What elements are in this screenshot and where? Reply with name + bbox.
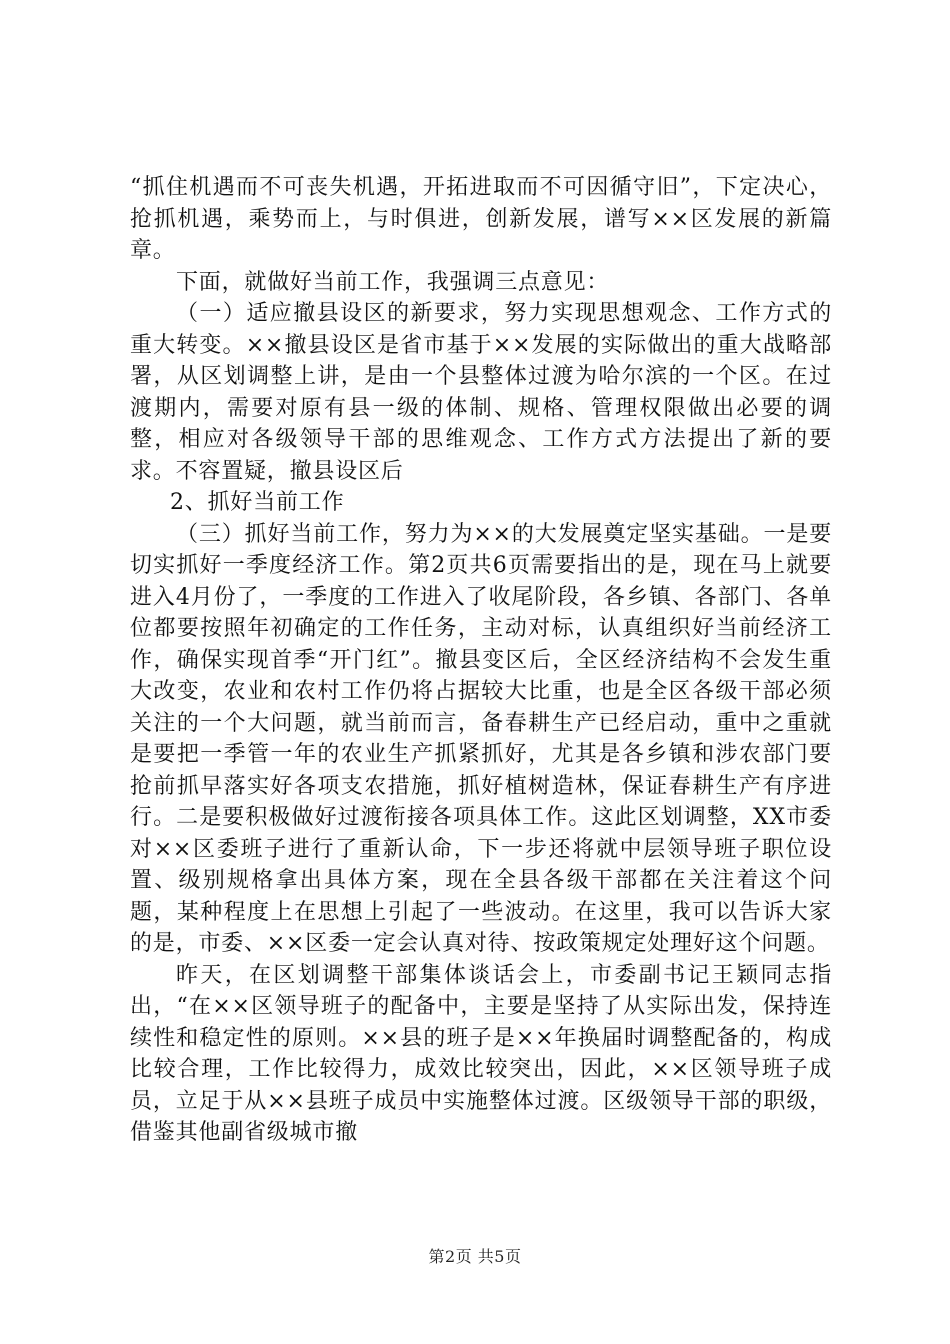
document-body bbox=[130, 172, 832, 1149]
paragraph-5: 昨天，在区划调整干部集体谈话会上，市委副书记王颖同志指出，“在××区领导班子的配备中，主要是坚持了从实际出发，保持连续性和稳定性的原则。××县的班子是××年换届时调整配备的，构成比较合理，工作比较得力，成效比较突出，因此，××区领导班子成员，立足于从××县班子成员中实施整体过渡。区级领导干部的职级，借鉴其他副省级城市撤 bbox=[130, 962, 832, 1145]
page-number-footer: 第2页 共5页 bbox=[428, 1247, 522, 1266]
section-heading: 2、抓好当前工作 bbox=[170, 490, 345, 515]
paragraph-1: “抓住机遇而不可丧失机遇，开拓进取而不可因循守旧”，下定决心，抢抓机遇，乘势而上，与时俱进，创新发展，谱写××区发展的新篇章。 bbox=[130, 175, 832, 263]
paragraph-3: （一）适应撤县设区的新要求，努力实现思想观念、工作方式的重大转变。××撤县设区是省市基于××发展的实际做出的重大战略部署，从区划调整上讲，是由一个县整体过渡为哈尔滨的一个区。在过渡期内，需要对原有县一级的体制、规格、管理权限做出必要的调整，相应对各级领导干部的思维观念、工作方式方法提出了新的要求。不容置疑，撤县设区后 bbox=[130, 301, 832, 484]
paragraph-2: 下面，就做好当前工作，我强调三点意见： bbox=[176, 269, 610, 295]
paragraph-4: （三）抓好当前工作，努力为××的大发展奠定坚实基础。一是要切实抓好一季度经济工作。第2页共6页需要指出的是，现在马上就要进入4月份了，一季度的工作进入了收尾阶段，各乡镇、各部门、各单位都要按照年初确定的工作任务，主动对标，认真组织好当前经济工作，确保实现首季“开门红”。撤县变区后，全区经济结构不会发生重大改变，农业和农村工作仍将占据较大比重，也是全区各级干部必须关注的一个大问题，就当前而言，备春耕生产已经启动，重中之重就是要把一季管一年的农业生产抓紧抓好，尤其是各乡镇和涉农部门要抢前抓早落实好各项支农措施，抓好植树造林，保证春耕生产有序进行。二是要积极做好过渡衔接各项具体工作。这此区划调整，XX市委对××区委班子进行了重新认命，下一步还将就中层领导班子职位设置、级别规格拿出具体方案，现在全县各级干部都在关注着这个问题，某种程度上在思想上引起了一些波动。在这里，我可以告诉大家的是，市委、××区委一定会认真对待、按政策规定处理好这个问题。 bbox=[130, 521, 832, 956]
